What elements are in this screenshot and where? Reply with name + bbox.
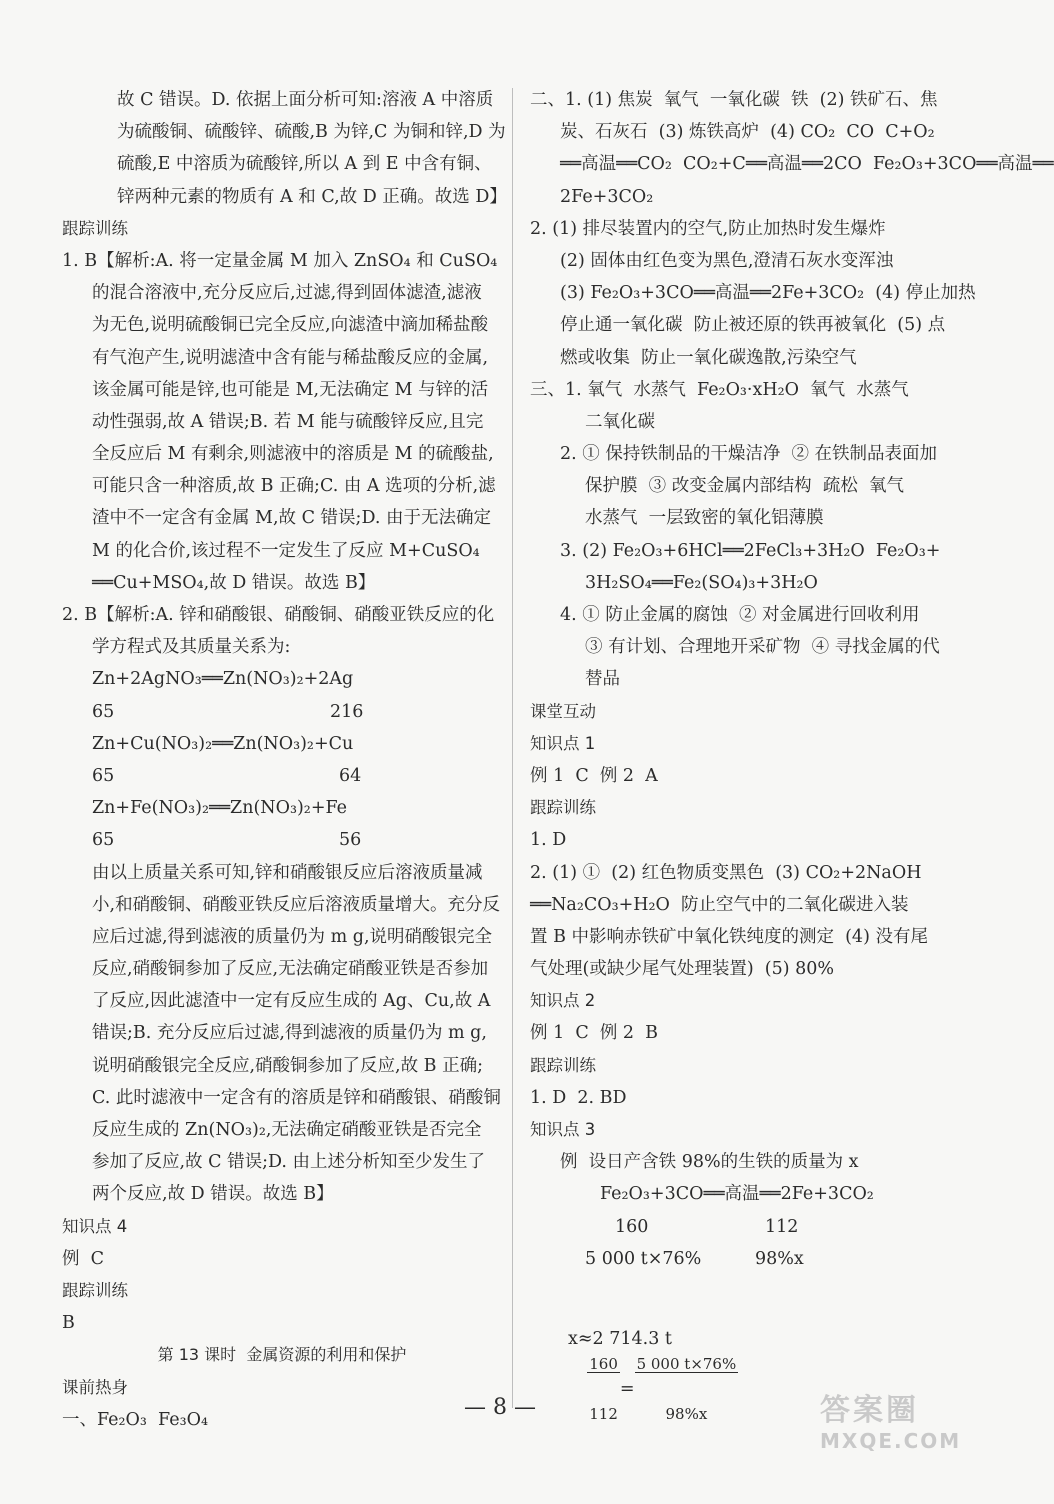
text-line: ③ 有计划、合理地开采矿物 ④ 寻找金属的代 bbox=[585, 637, 940, 658]
section-heading: 知识点 2 bbox=[530, 991, 596, 1011]
given-value: 5 000 t×76% bbox=[585, 1248, 702, 1269]
text-line: 2. (1) ① (2) 红色物质变黑色 (3) CO₂+2NaOH bbox=[530, 862, 922, 883]
section-heading: 知识点 1 bbox=[530, 733, 596, 753]
fraction-numerator: 160 bbox=[589, 1354, 618, 1373]
text-line: 炭、石灰石 (3) 炼铁高炉 (4) CO₂ CO C+O₂ bbox=[560, 122, 935, 143]
text-line: 二、1. (1) 焦炭 氧气 一氧化碳 铁 (2) 铁矿石、焦 bbox=[530, 90, 938, 110]
mass-value: 160 bbox=[615, 1216, 649, 1237]
text-line: 锌两种元素的物质有 A 和 C,故 D 正确。故选 D】 bbox=[117, 186, 507, 207]
text-line: 说明硝酸银完全反应,硝酸铜参加了反应,故 B 正确; bbox=[92, 1055, 484, 1076]
text-line: 动性强弱,故 A 错误;B. 若 M 能与硫酸锌反应,且完 bbox=[92, 411, 484, 432]
text-line: 该金属可能是锌,也可能是 M,无法确定 M 与锌的活 bbox=[92, 379, 489, 400]
text-line: 反应生成的 Zn(NO₃)₂,无法确定硝酸亚铁是否完全 bbox=[92, 1120, 482, 1140]
text-line: 燃或收集 防止一氧化碳逸散,污染空气 bbox=[560, 347, 857, 368]
watermark-text: 答案圈 bbox=[820, 1393, 919, 1428]
mass-row bbox=[62, 696, 502, 728]
section-heading: 跟踪训练 bbox=[62, 1280, 128, 1300]
text-line: 应后过滤,得到滤液的质量仍为 m g,说明硝酸银完全 bbox=[92, 926, 493, 947]
text-line: 的混合溶液中,充分反应后,过滤,得到固体滤渣,滤液 bbox=[92, 283, 482, 304]
text-line: 学方程式及其质量关系为: bbox=[92, 637, 291, 658]
text-line: 1. B【解析:A. 将一定量金属 M 加入 ZnSO₄ 和 CuSO₄ bbox=[62, 250, 498, 271]
text-line: 2. ① 保持铁制品的干燥洁净 ② 在铁制品表面加 bbox=[560, 444, 938, 465]
text-line: 两个反应,故 D 错误。故选 B】 bbox=[92, 1184, 334, 1205]
text-line: (2) 固体由红色变为黑色,澄清石灰水变浑浊 bbox=[560, 250, 894, 271]
text-line: (3) Fe₂O₃+3CO══高温══2Fe+3CO₂ (4) 停止加热 bbox=[560, 283, 976, 304]
text-line: 了反应,因此滤渣中一定有反应生成的 Ag、Cu,故 A bbox=[92, 991, 491, 1012]
text-line: 保护膜 ③ 改变金属内部结构 疏松 氧气 bbox=[585, 476, 904, 497]
text-line: 气处理(或缺少尾气处理装置) (5) 80% bbox=[530, 959, 835, 980]
section-heading: 课堂互动 bbox=[530, 701, 596, 721]
answer-line: 例 C bbox=[62, 1248, 105, 1269]
text-line: C. 此时滤液中一定含有的溶质是锌和硝酸银、硝酸铜 bbox=[92, 1087, 501, 1108]
text-line: 替品 bbox=[585, 669, 620, 690]
mass-row bbox=[62, 824, 502, 856]
text-line: 有气泡产生,说明滤渣中含有能与稀盐酸反应的金属, bbox=[92, 347, 489, 368]
equation: Fe₂O₃+3CO══高温══2Fe+3CO₂ bbox=[600, 1184, 874, 1205]
lesson-title: 第 13 课时 金属资源的利用和保护 bbox=[157, 1345, 407, 1365]
text-line: 错误;B. 充分反应后过滤,得到滤液的质量仍为 m g, bbox=[92, 1023, 487, 1044]
section-heading: 跟踪训练 bbox=[62, 218, 128, 238]
mass-value: 65 bbox=[92, 830, 115, 851]
section-heading: 跟踪训练 bbox=[530, 798, 596, 818]
text-line: 渣中不一定含有金属 M,故 C 错误;D. 由于无法确定 bbox=[92, 508, 491, 529]
text-line: 为硫酸铜、硫酸锌、硫酸,B 为锌,C 为铜和锌,D 为 bbox=[117, 122, 506, 143]
left-column bbox=[62, 84, 507, 1436]
answer-line: 例 1 C 例 2 B bbox=[530, 1023, 659, 1044]
fraction-denominator: 112 bbox=[589, 1405, 618, 1424]
text-line: ══Na₂CO₃+H₂O 防止空气中的二氧化碳进入装 bbox=[530, 894, 909, 915]
text-line: 故 C 错误。D. 依据上面分析可知:溶液 A 中溶质 bbox=[117, 90, 494, 110]
mass-value: 216 bbox=[330, 701, 364, 722]
fraction-denominator: 98%x bbox=[665, 1405, 708, 1424]
mass-value: 65 bbox=[92, 701, 115, 722]
text-line: ══Cu+MSO₄,故 D 错误。故选 B】 bbox=[92, 572, 376, 593]
text-line: 为无色,说明硫酸铜已完全反应,向滤渣中滴加稀盐酸 bbox=[92, 315, 489, 336]
text-line: 二氧化碳 bbox=[585, 411, 655, 432]
fraction-numerator: 5 000 t×76% bbox=[636, 1354, 737, 1373]
text-line: M 的化合价,该过程不一定发生了反应 M+CuSO₄ bbox=[92, 540, 480, 561]
answer-line: B bbox=[62, 1313, 75, 1334]
mass-value: 65 bbox=[92, 765, 115, 786]
text-line: 4. ① 防止金属的腐蚀 ② 对金属进行回收利用 bbox=[560, 605, 920, 625]
text-line: 2. B【解析:A. 锌和硝酸银、硝酸铜、硝酸亚铁反应的化 bbox=[62, 605, 495, 625]
mass-value: 112 bbox=[765, 1216, 799, 1237]
mass-row bbox=[530, 1211, 960, 1243]
text-line: 例 设日产含铁 98%的生铁的质量为 x bbox=[560, 1152, 859, 1173]
mass-value: 56 bbox=[339, 830, 362, 851]
text-line: 参加了反应,故 C 错误;D. 由上述分析知至少发生了 bbox=[92, 1152, 486, 1173]
section-heading: 知识点 4 bbox=[62, 1216, 128, 1236]
text-line: 置 B 中影响赤铁矿中氧化铁纯度的测定 (4) 没有尾 bbox=[530, 926, 928, 947]
text-line: 全反应后 M 有剩余,则滤液中的溶质是 M 的硫酸盐, bbox=[92, 444, 494, 465]
text-line: 三、1. 氧气 水蒸气 Fe₂O₃·xH₂O 氧气 水蒸气 bbox=[530, 379, 909, 400]
section-heading: 知识点 3 bbox=[530, 1120, 596, 1139]
section-heading: 课前热身 bbox=[62, 1377, 128, 1397]
value-row bbox=[530, 1243, 960, 1275]
text-line: 反应,硝酸铜参加了反应,无法确定硝酸亚铁是否参加 bbox=[92, 959, 489, 980]
equation: Zn+2AgNO₃══Zn(NO₃)₂+2Ag bbox=[92, 669, 354, 690]
section-heading: 跟踪训练 bbox=[530, 1055, 596, 1075]
answer-line: 一、Fe₂O₃ Fe₃O₄ bbox=[62, 1409, 208, 1430]
page-number: — 8 — bbox=[464, 1395, 536, 1420]
given-value: 98%x bbox=[755, 1248, 804, 1269]
answer-line: 1. D bbox=[530, 830, 567, 851]
text-line: 3. (2) Fe₂O₃+6HCl══2FeCl₃+3H₂O Fe₂O₃+ bbox=[560, 540, 941, 561]
watermark-logo bbox=[820, 1385, 995, 1470]
text-line: 停止通一氧化碳 防止被还原的铁再被氧化 (5) 点 bbox=[560, 315, 946, 336]
equation: Zn+Fe(NO₃)₂══Zn(NO₃)₂+Fe bbox=[92, 798, 348, 819]
text-line: 硫酸,E 中溶质为硫酸锌,所以 A 到 E 中含有铜、 bbox=[117, 154, 492, 175]
equation: Zn+Cu(NO₃)₂══Zn(NO₃)₂+Cu bbox=[92, 733, 354, 754]
text-line: ══高温══CO₂ CO₂+C══高温══2CO Fe₂O₃+3CO══高温══ bbox=[560, 154, 1054, 175]
text-line: 2. (1) 排尽装置内的空气,防止加热时发生爆炸 bbox=[530, 218, 886, 239]
answer-line: 1. D 2. BD bbox=[530, 1087, 627, 1108]
text-line: 3H₂SO₄══Fe₂(SO₄)₃+3H₂O bbox=[585, 572, 818, 593]
text-line: 小,和硝酸铜、硝酸亚铁反应后溶液质量增大。充分反 bbox=[92, 894, 501, 915]
answer-line: 例 1 C 例 2 A bbox=[530, 765, 658, 786]
text-line: 可能只含一种溶质,故 B 正确;C. 由 A 选项的分析,滤 bbox=[92, 476, 496, 497]
column-divider bbox=[512, 88, 513, 1408]
watermark-url: MXQE.COM bbox=[820, 1429, 962, 1453]
mass-row bbox=[62, 760, 502, 792]
result-line: x≈2 714.3 t bbox=[568, 1328, 672, 1349]
text-line: 由以上质量关系可知,锌和硝酸银反应后溶液质量减 bbox=[92, 862, 483, 883]
equals-sign: = bbox=[619, 1378, 635, 1399]
text-line: 水蒸气 一层致密的氧化铝薄膜 bbox=[585, 508, 824, 529]
text-line: 2Fe+3CO₂ bbox=[560, 186, 654, 207]
mass-value: 64 bbox=[339, 765, 362, 786]
